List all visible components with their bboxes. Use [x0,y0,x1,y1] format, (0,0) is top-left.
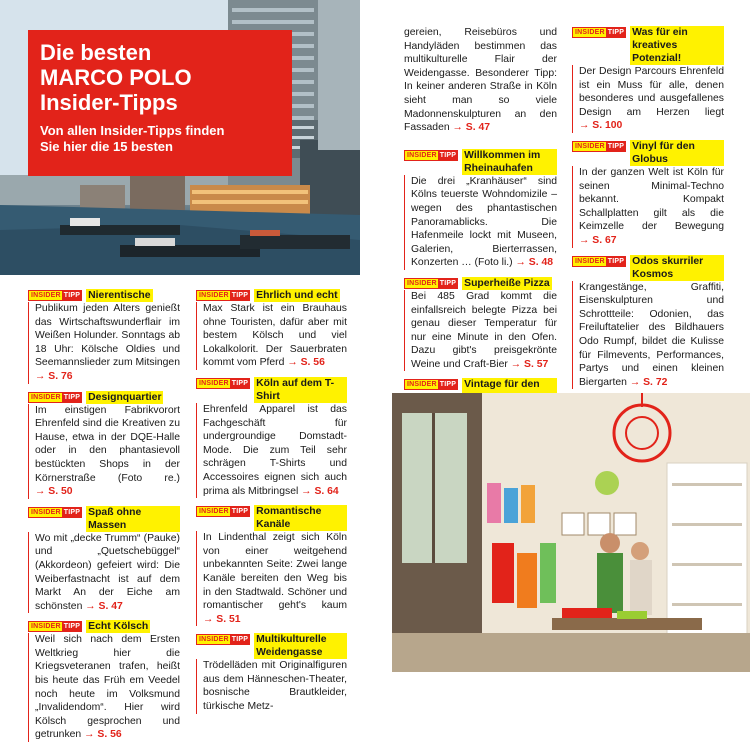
page-reference: → S. 47 [452,122,491,134]
badge-insider: INSIDER [196,378,230,389]
tip-heading [28,289,180,302]
insider-tipp-badge [404,379,458,390]
badge-insider: INSIDER [28,507,62,518]
tip-heading [196,377,347,403]
tip-text: Wo mit „decke Trumm“ (Pauke) und „Quetschebüggel“ (Akkordeon) gefeiert wird: Die Weiberfastnacht ist auf dem Markt An der Eiche am schönsten [35,532,180,612]
badge-tipp: TIPP [231,636,249,644]
tip-entry [572,255,724,390]
tip-title: Superheiße Pizza [464,277,550,289]
tip-entry [196,289,347,370]
tips-column-1 [28,289,180,749]
insider-tipp-badge [196,634,250,645]
tip-heading [572,255,724,281]
page-reference: → S. 67 [579,234,617,246]
tip-body [196,659,347,713]
tip-heading [196,289,347,302]
tip-body [404,26,557,135]
tip-title: Nierentische [88,290,151,301]
tip-title: Vintage für den [462,378,557,404]
tip-entry [404,149,557,270]
badge-tipp: TIPP [63,292,81,299]
hero-subtitle-line-2: Sie hier die 15 besten [40,139,173,154]
badge-tipp: TIPP [607,29,625,36]
page-reference: → S. 51 [203,613,241,625]
tip-entry [404,277,557,372]
hero-subtitle [40,123,280,155]
page-reference: → S. 56 [287,357,325,369]
insider-tipp-badge [28,290,82,301]
tip-title: Designquartier [88,391,162,403]
badge-insider: INSIDER [28,392,62,403]
page-reference: → S. 48 [515,257,554,269]
tip-text: Publikum jeden Alters genießt das Wirtschaftswunderflair im Weißen Holunder. Sonntags ab 18 Uhr: Kölsche Oldies und Seemannslieder zum Mitsingen [35,303,180,369]
tip-heading [196,505,347,531]
badge-tipp: TIPP [439,151,457,159]
badge-insider: INSIDER [28,621,62,632]
tip-body [572,166,724,248]
tips-column-2 [196,289,347,721]
tip-text: Weil sich nach dem Ersten Weltkrieg hier die Kriegsveteranen trafen, heißt bis heute das Früh em Veedel noch heute im Volksmund „Invalidendom“. Hier wird Kölsch gesprochen und getrunken [35,634,180,741]
insider-tipp-badge [404,278,458,289]
tip-text: Der Design Parcours Ehrenfeld ist ein Muss für alle, denen besonderes und ausgefallenes Design am Herzen liegt [579,66,724,118]
tip-entry [196,377,347,498]
tip-entry [572,26,724,133]
badge-tipp: TIPP [607,257,625,265]
tip-entry [28,506,180,614]
tip-title: Spaß ohne Massen [86,506,180,532]
insider-tipp-badge [28,392,82,403]
tip-heading [572,26,724,65]
tip-title: Multikulturelle Weidengasse [254,633,347,659]
tip-entry [28,391,180,499]
tip-heading [572,140,724,166]
design-shop-illustration [392,393,750,672]
tip-entry [196,633,347,713]
shop-photo [392,393,750,672]
hero-photo [0,0,360,275]
badge-tipp: TIPP [439,381,457,389]
badge-tipp: TIPP [231,379,249,387]
tip-entry [572,140,724,248]
tip-heading [28,620,180,633]
insider-tipp-badge [572,256,626,267]
badge-insider: INSIDER [196,634,230,645]
tip-title: Willkommen im Rheinauhafen [462,149,557,175]
page-reference: → S. 100 [579,120,623,132]
tip-entry [196,505,347,626]
badge-insider: INSIDER [196,290,230,301]
insider-tipp-badge [28,507,82,518]
tip-text: In der ganzen Welt ist Köln für seinen Minimal-Techno bekannt. Kompakt Schallplatten gilt als die Keimzelle der Bewegung [579,166,724,233]
tip-body [196,302,347,370]
badge-tipp: TIPP [63,393,81,401]
tip-text: In Lindenthal zeigt sich Köln von einer weitgehend unbekannten Seite: Zwei lange Kanäle bereiten den Weg bis in den Stadtwald. Schöner und romantischer geht's kaum [203,532,347,612]
tip-title: Echt Kölsch [88,621,149,633]
tip-heading [28,506,180,532]
tip-continuation [404,26,557,135]
page-reference: → S. 64 [301,485,339,497]
tip-text: gereien, Reisebüros und Handyläden bestimmen das multikulturelle Flair der Weidengasse. Besonderer Tipp: In keiner anderen Straße in Köln sieht man so viele Madonnenskulpturen an den Fassaden [404,27,557,134]
tip-text: Ehrenfeld Apparel ist das Fachgeschäft für undergroundige Domstadt-Mode. Die zum Teil sehr schrägen T-Shirts und Accessoires eignen sich auch prima als Mitbringsel [203,403,347,497]
tip-title: Odos skurriler Kosmos [630,255,724,281]
tip-entry [28,289,180,384]
tip-heading [28,391,180,404]
tip-body [196,531,347,626]
tip-entry [28,620,180,742]
tip-title: Köln auf dem T-Shirt [254,377,347,403]
tip-text: Die drei „Kranhäuser“ sind Kölns teuerste Wohndomizile – wegen des phantastischen Panoramablicks. Die Hafenmeile lockt mit Museen, Galerien, Bierterrassen, Konzerten … (Foto li.) [411,175,557,269]
tip-heading [404,149,557,175]
tip-body [28,404,180,499]
page-reference: → S. 56 [84,729,122,741]
tip-body [28,302,180,384]
badge-insider: INSIDER [404,150,438,161]
tip-text: Im einstigen Fabrikvorort Ehrenfeld sind die Kreativen zu Hause, etwa in der DQE-Halle oder in den phantasievoll bestückten Shops in der Körnerstraße (Foto re.) [35,404,180,484]
tip-body [572,65,724,133]
page-reference: → S. 72 [629,376,668,388]
tip-text: Trödelläden mit Originalfiguren aus dem Hänneschen-Theater, bosnische Brautkleider, türkische Metz- [203,660,347,713]
tip-body [196,403,347,498]
badge-tipp: TIPP [231,508,249,516]
badge-tipp: TIPP [439,279,457,287]
page-reference: → S. 50 [35,486,73,498]
badge-insider: INSIDER [572,141,606,152]
tip-title: Was für ein kreatives Potenzial! [630,26,724,65]
insider-tipp-badge [404,150,458,161]
insider-tipp-badge [196,290,250,301]
insider-tipp-badge [572,141,626,152]
tip-text: Bei 485 Grad kommt die einfallsreich belegte Pizza bei genau dieser Temperatur für nur eine Minute in den Ofen. Dazu gibt's preisgekrönte Weine und Craft-Bier [411,290,557,370]
tip-body [572,281,724,390]
tip-body [404,290,557,372]
tip-title: Vinyl für den Globus [630,140,724,166]
tip-body [28,532,180,614]
insider-tipp-badge [196,506,250,517]
tip-heading [404,277,557,290]
page-reference: → S. 47 [85,600,123,612]
badge-tipp: TIPP [63,508,81,516]
insider-tipp-badge [28,621,82,632]
hero-title-line-3: Insider-Tipps [40,90,178,115]
tip-body [404,175,557,270]
tip-body [28,633,180,742]
tip-text: Krangestänge, Graffiti, Eisenskulpturen und Schrottteile: Odonien, das Freiluftatelier des Bildhauers Odo Rumpf, bildet die Kulisse für Filmevents, Performances, Partys und einen kleinen Biergarten [579,281,724,388]
badge-insider: INSIDER [28,290,62,301]
badge-insider: INSIDER [404,379,438,390]
badge-tipp: TIPP [63,623,81,631]
hero-subtitle-line-1: Von allen Insider-Tipps finden [40,123,225,138]
badge-tipp: TIPP [607,142,625,150]
page-reference: → S. 76 [35,370,73,382]
badge-tipp: TIPP [231,292,249,299]
page-reference: → S. 57 [510,358,549,370]
hero-title-box [28,30,292,176]
tip-heading [196,633,347,659]
tip-text: Max Stark ist ein Brauhaus ohne Touristen, dafür aber mit bestem Kölsch und viel Lokalkolorit. Der Sauerbraten kommt vom Pferd [203,303,347,369]
hero-title-line-1: Die besten [40,40,152,65]
badge-insider: INSIDER [196,506,230,517]
badge-insider: INSIDER [404,278,438,289]
insider-tipp-badge [572,27,626,38]
insider-tipp-badge [196,378,250,389]
badge-insider: INSIDER [572,27,606,38]
tip-title: Ehrlich und echt [256,290,338,301]
tip-title: Romantische Kanäle [254,505,347,531]
hero-title-line-2: MARCO POLO [40,65,192,90]
badge-insider: INSIDER [572,256,606,267]
